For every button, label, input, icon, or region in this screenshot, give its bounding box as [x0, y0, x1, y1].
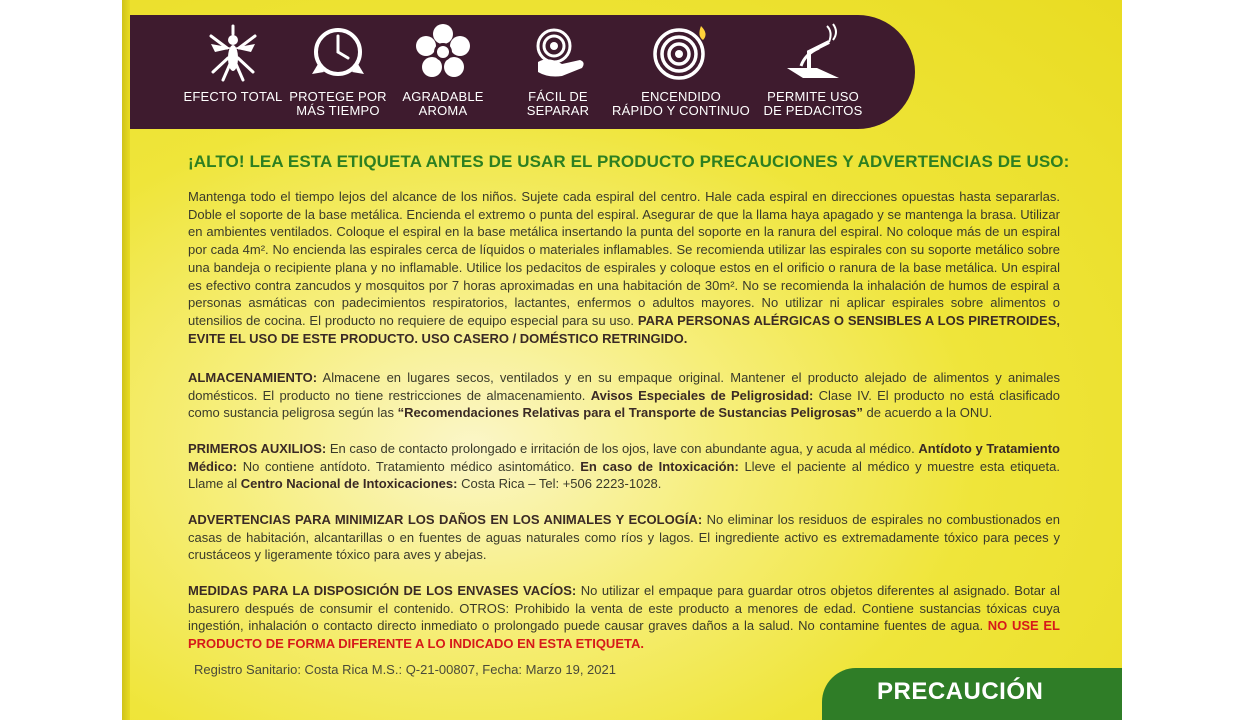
- clock-icon: [308, 22, 368, 82]
- ecology-paragraph: ADVERTENCIAS PARA MINIMIZAR LOS DAÑOS EN LOS ANIMALES Y ECOLOGÍA: No eliminar los residuos de espirales no combustionados en casas de habitación, alcantarillas o en fuentes de aguas naturales como ríos y lagos. El ingrediente activo es extremadamente tóxico para peces y crustáceos y ligeramente tóxico para aves y abejas.: [188, 512, 1060, 563]
- disposal-paragraph: MEDIDAS PARA LA DISPOSICIÓN DE LOS ENVASES VACÍOS: No utilizar el empaque para guardar otros objetos diferentes al asignado. Botar al basurero después de consumir el contenido. OTROS: Prohibido la venta de este producto a menores de edad. Contiene sustancias tóxicas cuya ingestión, inhalación o contacto directo inmediato o prolongado puede causar graves daños a la salud. No contamine fuentes de agua. NO USE EL PRODUCTO DE FORMA DIFERENTE A LO INDICADO EN ESTA ETIQUETA.: [188, 583, 1060, 652]
- storage-paragraph: ALMACENAMIENTO: Almacene en lugares secos, ventilados y en su empaque original. Mantener el producto alejado de alimentos y animales domésticos. El producto no tiene restricciones de almacenamiento. Avisos Especiales de Peligrosidad: Clase IV. El producto no está clasificado como sustancia peligrosa según las “Recomendaciones Relativas para el Transporte de Sustancias Peligrosas” de acuerdo a la ONU.: [188, 370, 1061, 421]
- product-label: [122, 0, 1122, 720]
- flower-icon: [413, 22, 473, 82]
- warning-heading: ¡ALTO! LEA ESTA ETIQUETA ANTES DE USAR EL PRODUCTO PRECAUCIONES Y ADVERTENCIAS DE USO:: [188, 152, 1070, 171]
- red-warning: NO USE EL PRODUCTO DE FORMA DIFERENTE A LO INDICADO EN ESTA ETIQUETA.: [188, 618, 1060, 652]
- feature-label: ENCENDIDO RÁPIDO Y CONTINUO: [612, 89, 750, 118]
- registro-sanitario: Registro Sanitario: Costa Rica M.S.: Q-21-00807, Fecha: Marzo 19, 2021: [194, 662, 616, 677]
- feature-label: AGRADABLE AROMA: [402, 89, 484, 118]
- label-edge-shadow: [122, 0, 130, 720]
- feature-label: EFECTO TOTAL: [183, 89, 283, 104]
- feature-label: FÁCIL DE SEPARAR: [526, 89, 590, 118]
- feature-label: PERMITE USO DE PEDACITOS: [763, 89, 863, 118]
- precaucion-badge: [822, 668, 1122, 720]
- coil-flame-icon: [651, 22, 711, 82]
- hand-coil-icon: [528, 22, 588, 82]
- mosquito-icon: [203, 22, 263, 82]
- first-aid-paragraph: PRIMEROS AUXILIOS: En caso de contacto prolongado e irritación de los ojos, lave con abundante agua, y acuda al médico. Antídoto y Tratamiento Médico: No contiene antídoto. Tratamiento médico asintomático. En caso de Intoxicación: Lleve el paciente al médico y muestre esta etiqueta. Llame al Centro Nacional de Intoxicaciones: Costa Rica – Tel: +506 2223-1028.: [188, 441, 1060, 492]
- features-band: [122, 15, 915, 129]
- feature-label: PROTEGE POR MÁS TIEMPO: [289, 89, 387, 118]
- coil-stand-icon: [783, 22, 843, 82]
- instructions-paragraph: Mantenga todo el tiempo lejos del alcance de los niños. Sujete cada espiral del centro. Hale cada espiral en direcciones opuestas hasta separarlas. Doble el soporte de la base metálica. Encienda el extremo o punta del espiral. Asegurar de que la llama haya apagado y se mantenga la brasa. Utilizar en ambientes ventilados. Coloque el espiral en la base metálica insertando la punta del soporte en la ranura del espiral. No coloque más de un espiral por cada 4m². No encienda las espirales cerca de líquidos o materiales inflamables. Se recomienda utilizar las espirales con su soporte metálico sobre una bandeja o recipiente plana y no inflamable. Utilice los pedacitos de espirales y coloque estos en el orificio o ranura de la base metálica. Un espiral es efectivo contra zancudos y mosquitos por 7 horas aproximadas en una habitación de 30m². No se recomienda la inhalación de humos de espiral a personas asmáticas con padecimientos respiratorios, lactantes, enfermos o adultos mayores. No utilizar ni aplicar espirales sobre alimentos o utensilios de cocina. El producto no requiere de equipo especial para su uso. PARA PERSONAS ALÉRGICAS O SENSIBLES A LOS PIRETROIDES, EVITE EL USO DE ESTE PRODUCTO. USO CASERO / DOMÉSTICO RETRINGIDO.: [188, 189, 1061, 346]
- precaucion-label: PRECAUCIÓN: [877, 678, 1044, 705]
